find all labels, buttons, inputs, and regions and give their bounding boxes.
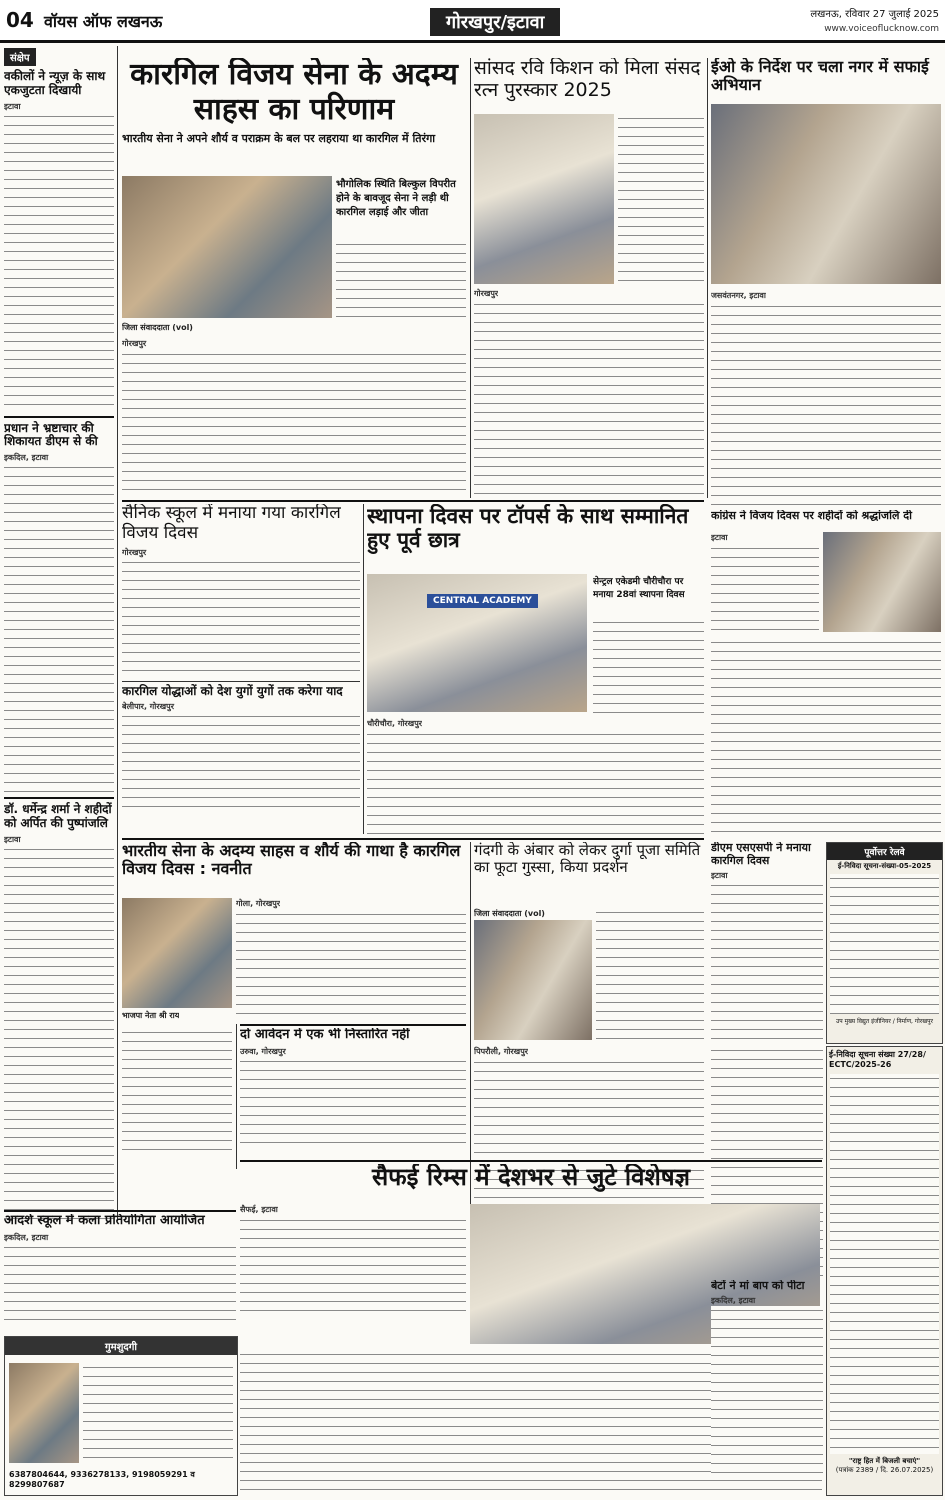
saifai-lead: सैफई, इटावा (240, 1205, 278, 1214)
eo-lead: जसवंतनगर, इटावा (711, 291, 766, 300)
kargil-body (122, 350, 466, 498)
brief1-lead: इटावा (4, 101, 21, 111)
ravi-lead: गोरखपुर (474, 289, 499, 298)
toppers-story (367, 504, 704, 834)
eo-body (711, 302, 941, 506)
brief2-body (4, 463, 114, 793)
brief1-title: वकीलों ने न्यूज़ के साथ एकजुटता दिखायी (4, 69, 106, 97)
ectc-title: ई-निविदा सूचना संख्या 27/28/ ECTC/2025-26 (829, 1050, 926, 1069)
navneet-body (236, 910, 466, 1022)
left-column (4, 46, 114, 1316)
dm-lead: इटावा (711, 871, 728, 881)
brief1-body (4, 112, 114, 412)
congress-body (711, 638, 941, 838)
ectc-notice (826, 1046, 943, 1496)
toppers-pullquote: सेन्ट्रल एकेडमी चौरीचौरा पर मनाया 28वां स्थापना दिवस (593, 577, 685, 600)
adarsh-lead: इकदिल, इटावा (4, 1232, 49, 1242)
page-number: 04 (6, 8, 34, 32)
sainik-lead: गोरखपुर (122, 548, 147, 558)
sainik-body (122, 558, 360, 678)
beti-body (711, 1306, 823, 1476)
railway-notice (826, 842, 943, 1044)
adarsh-body (4, 1243, 236, 1323)
navneet-photo (122, 898, 232, 1008)
kargil-photo-credit: जिला संवाददाता (vol) (122, 323, 193, 332)
navneet-body-continued (122, 1028, 232, 1158)
sainik-sub-body (122, 712, 360, 812)
sainik-headline: सैनिक स्कूल में मनाया गया कारगिल विजय दिवस (122, 504, 341, 543)
ectc-footer: "राष्ट्र हित में बिजली बचाएं" (848, 1457, 921, 1465)
missing-photo (9, 1363, 79, 1463)
saifai-headline: सैफई रिम्स में देशभर से जुटे विशेषज्ञ (371, 1164, 691, 1191)
eo-headline: ईओ के निर्देश पर चला नगर में सफाई अभियान (711, 58, 929, 95)
congress-story (711, 510, 941, 840)
navneet-headline: भारतीय सेना के अदम्य साहस व शौर्य की गाथा है कारगिल विजय दिवस : नवनीत (122, 842, 461, 879)
garbage-headline: गंदगी के अंबार को लेकर दुर्गा पूजा समिति का फूटा गुस्सा, किया प्रदर्शन (474, 842, 701, 877)
brief2-title: प्रधान ने भ्रष्टाचार की शिकायत डीएम से की (4, 420, 98, 449)
school-sign: CENTRAL ACADEMY (427, 594, 538, 608)
railway-title: पूर्वोत्तर रेलवे (827, 843, 942, 860)
kargil-photo (122, 176, 332, 318)
missing-title: गुमशुदगी (5, 1337, 237, 1355)
kargil-lead: गोरखपुर (122, 339, 147, 348)
two-applications-story (240, 1028, 466, 1158)
kargil-pullquote: भौगोलिक स्थिति बिल्कुल विपरीत होने के बावजूद सेना ने लड़ी थी कारगिल लड़ाई और जीता (336, 179, 456, 218)
ravi-body (474, 300, 704, 498)
brief3-title: डॉ. धर्मेन्द्र शर्मा ने शहीदों को अर्पित की पुष्पांजलि (4, 802, 112, 830)
toppers-photo (367, 574, 587, 712)
brief-tag: संक्षेप (4, 48, 36, 66)
toppers-body (367, 730, 704, 834)
applications-lead: उरुवा, गोरखपुर (240, 1046, 286, 1056)
garbage-lead: पिपरौली, गोरखपुर (474, 1047, 529, 1056)
ravi-headline: सांसद रवि किशन को मिला संसद रत्न पुरस्कार 2025 (474, 58, 701, 101)
dm-headline: डीएम एसएसपी ने मनाया कारगिल दिवस (711, 842, 811, 867)
congress-headline: कांग्रेस ने विजय दिवस पर शहीदों को श्रद्धांजलि दी (711, 510, 912, 522)
missing-phones: 6387804644, 9336278133, 9198059291 व 8299807687 (9, 1470, 195, 1489)
toppers-lead: चौरीचौरा, गोरखपुर (367, 719, 423, 728)
ectc-ref: (पत्रांक 2389 / दि. 26.07.2025) (835, 1466, 934, 1474)
garbage-photo (474, 920, 592, 1040)
eo-photo (711, 104, 941, 284)
adarsh-school-story (4, 1214, 236, 1334)
brief3-body (4, 845, 114, 1225)
missing-person-box (4, 1336, 238, 1496)
sainik-school-story (122, 504, 360, 834)
kargil-subhead: भारतीय सेना ने अपने शौर्य व पराक्रम के बल पर लहराया था कारगिल में तिरंगा (122, 132, 436, 145)
railway-office: उप मुख्य विद्युत इंजीनियर / निर्माण, गोरखपुर (835, 1018, 934, 1025)
brief3-lead: इटावा (4, 834, 21, 844)
paper-name: वॉयस ऑफ लखनऊ (44, 12, 163, 31)
ravi-kishan-story (474, 58, 704, 498)
adarsh-headline: आदर्श स्कूल में कला प्रतियोगिता आयोजित (4, 1214, 205, 1228)
kargil-headline: कारगिल विजय सेना के अदम्य साहस का परिणाम (130, 58, 458, 127)
railway-subtitle: ई-निविदा सूचना-संख्या-05-2025 (837, 862, 932, 870)
sainik-sub-lead: बेलीपार, गोरखपुर (122, 701, 174, 711)
dm-body (711, 881, 823, 1041)
website: www.voiceoflucknow.com (824, 24, 939, 34)
toppers-headline: स्थापना दिवस पर टॉपर्स के साथ सम्मानित हुए पूर्व छात्र (367, 504, 689, 553)
beti-story (711, 1280, 823, 1494)
garbage-photo-credit: जिला संवाददाता (vol) (474, 909, 545, 918)
beti-headline: बेटों ने मां बाप को पीटा (711, 1280, 805, 1292)
dm-ssp-story (711, 842, 823, 1042)
masthead (0, 0, 945, 43)
applications-body (240, 1057, 466, 1147)
navneet-caption: भाजपा नेता श्री राय (122, 1011, 180, 1020)
issue-date: लखनऊ, रविवार 27 जुलाई 2025 (810, 9, 939, 20)
congress-photo (823, 532, 941, 632)
beti-lead: इकदिल, इटावा (711, 1295, 756, 1305)
eo-story (711, 58, 941, 506)
applications-headline: दो आवेदन में एक भी निस्तारित नहीं (240, 1028, 410, 1042)
navneet-lead: गोला, गोरखपुर (236, 899, 281, 908)
edition-city: गोरखपुर/इटावा (430, 8, 560, 36)
brief2-lead: इकदिल, इटावा (4, 453, 49, 463)
kargil-main-story (122, 58, 466, 498)
congress-lead: इटावा (711, 533, 728, 542)
navneet-story (122, 842, 466, 1022)
sainik-sub-headline: कारगिल योद्धाओं को देश युगों युगों तक करेगा याद (122, 684, 343, 699)
ravi-photo (474, 114, 614, 284)
